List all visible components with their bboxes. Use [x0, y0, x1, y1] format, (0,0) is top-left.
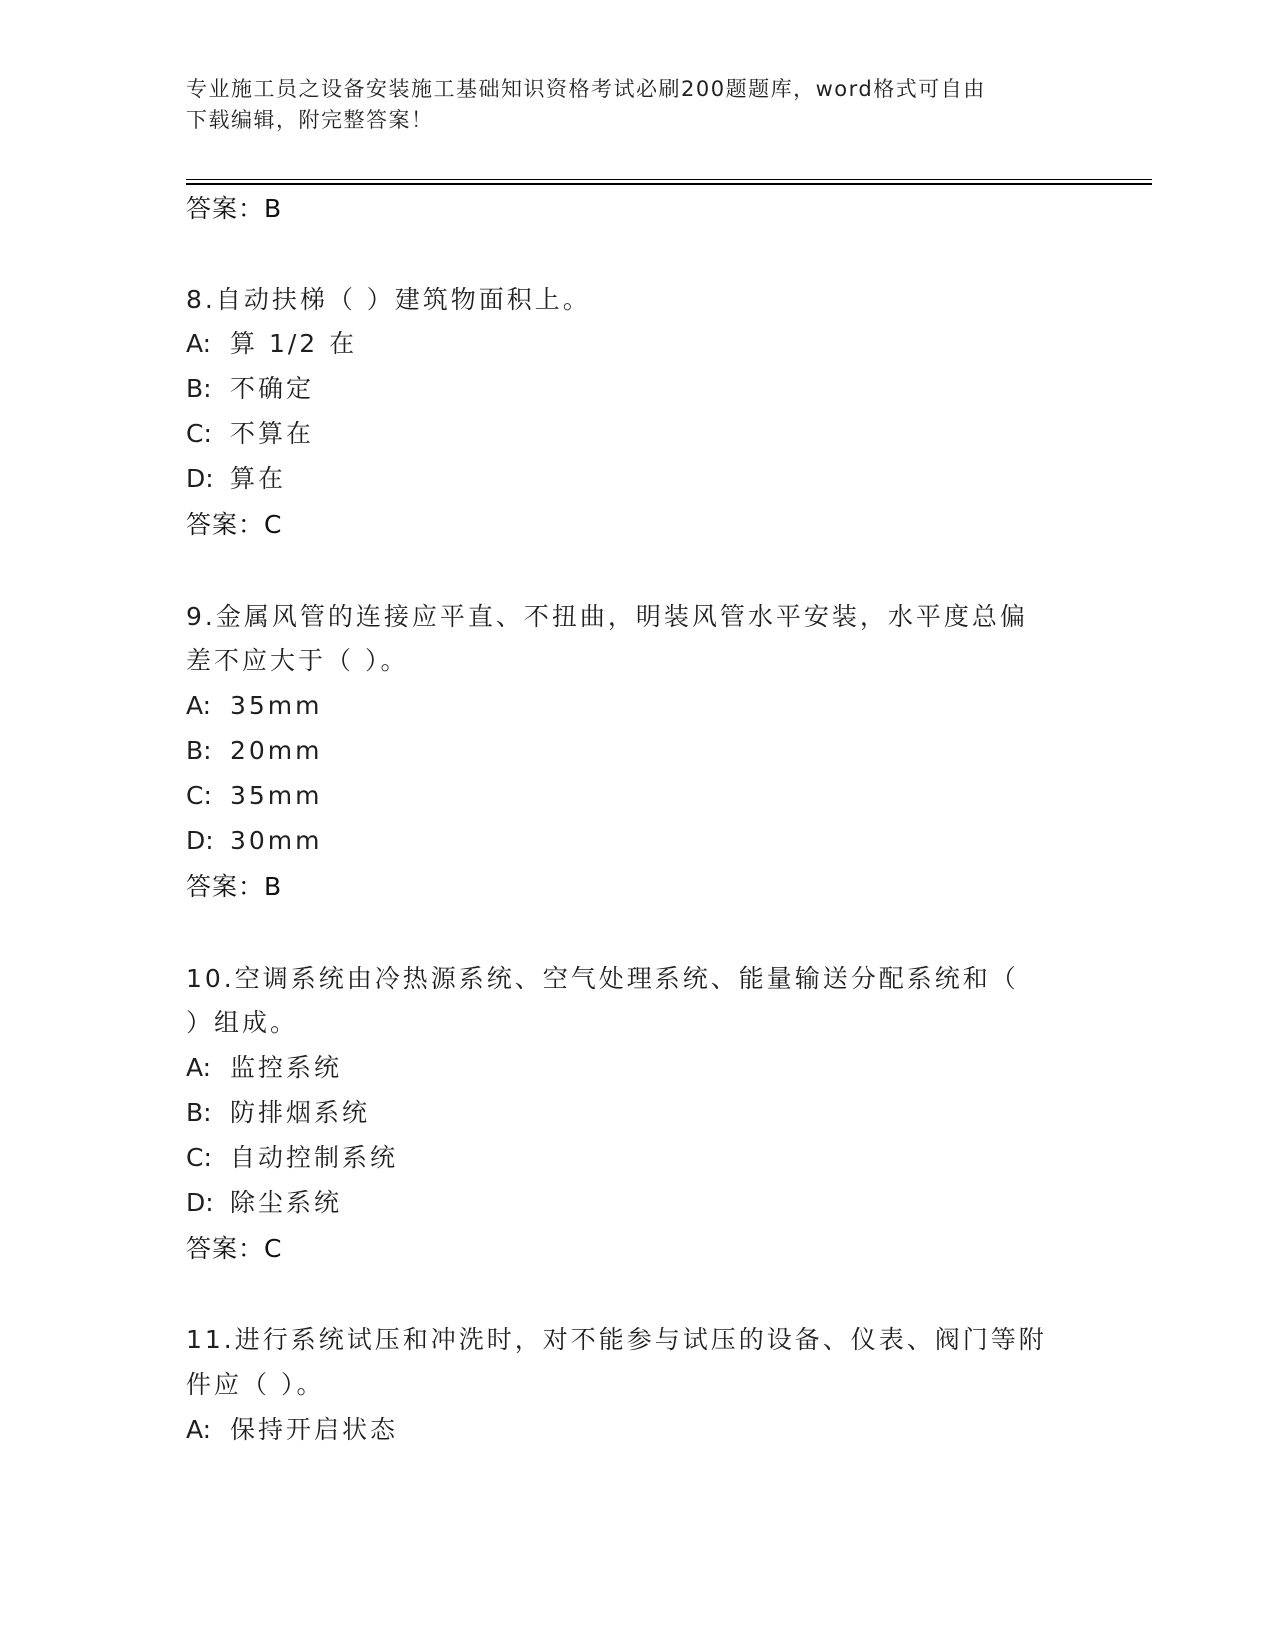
question-10-answer: 答案：C — [186, 1234, 283, 1263]
option-text: 算在 — [230, 464, 287, 493]
option-letter: C: — [186, 419, 212, 448]
question-8-option-b — [186, 372, 314, 406]
option-letter: A: — [186, 691, 212, 720]
option-text: 自动控制系统 — [230, 1143, 399, 1172]
option-text: 防排烟系统 — [230, 1098, 371, 1127]
option-text: 不算在 — [230, 419, 315, 448]
document-header — [186, 74, 1066, 136]
answer-previous: 答案：B — [186, 194, 283, 223]
option-letter: A: — [186, 329, 212, 358]
option-letter: D: — [186, 1188, 214, 1217]
option-letter: B: — [186, 736, 212, 765]
question-10-option-a — [186, 1051, 342, 1085]
option-text: 监控系统 — [230, 1053, 343, 1082]
question-10-option-d — [186, 1186, 342, 1220]
question-9-stem-line-1: 9.金属风管的连接应平直、不扭曲，明装风管水平安装，水平度总偏 — [186, 602, 1028, 631]
header-divider-thick — [186, 183, 1152, 185]
option-letter: B: — [186, 374, 212, 403]
question-11-stem-line-1: 11.进行系统试压和冲洗时，对不能参与试压的设备、仪表、阀门等附 — [186, 1325, 1047, 1354]
option-text: 保持开启状态 — [230, 1415, 399, 1444]
question-8-option-d — [186, 462, 286, 496]
option-text: 35mm — [230, 691, 323, 720]
option-text: 30mm — [230, 826, 323, 855]
option-text: 不确定 — [230, 374, 315, 403]
question-11-option-a — [186, 1413, 398, 1447]
header-line-1: 专业施工员之设备安装施工基础知识资格考试必刷200题题库，word格式可自由 — [186, 77, 986, 101]
question-9-option-d — [186, 824, 323, 858]
option-letter: A: — [186, 1053, 212, 1082]
question-10-option-b — [186, 1096, 370, 1130]
question-11-stem-line-2: 件应（ ）。 — [186, 1370, 325, 1399]
question-9-option-c — [186, 779, 323, 813]
question-8-answer: 答案：C — [186, 510, 283, 539]
option-letter: C: — [186, 781, 212, 810]
option-text: 算 1/2 在 — [230, 329, 358, 358]
header-divider-thin — [186, 179, 1152, 180]
option-text: 20mm — [230, 736, 323, 765]
question-8-option-a — [186, 327, 357, 361]
option-text: 除尘系统 — [230, 1188, 343, 1217]
option-letter: D: — [186, 826, 214, 855]
question-10-stem-line-2: ）组成。 — [186, 1008, 299, 1037]
question-8-option-c — [186, 417, 314, 451]
option-letter: C: — [186, 1143, 212, 1172]
question-10-option-c — [186, 1141, 398, 1175]
header-line-2: 下载编辑，附完整答案！ — [186, 108, 434, 132]
option-letter: D: — [186, 464, 214, 493]
question-9-stem-line-2: 差不应大于（ ）。 — [186, 646, 409, 675]
option-text: 35mm — [230, 781, 323, 810]
question-8-stem: 8.自动扶梯（ ）建筑物面积上。 — [186, 285, 591, 314]
question-9-option-a — [186, 689, 323, 723]
question-10-stem-line-1: 10.空调系统由冷热源系统、空气处理系统、能量输送分配系统和（ — [186, 964, 1019, 993]
question-9-option-b — [186, 734, 323, 768]
option-letter: B: — [186, 1098, 212, 1127]
option-letter: A: — [186, 1415, 212, 1444]
question-9-answer: 答案：B — [186, 872, 283, 901]
